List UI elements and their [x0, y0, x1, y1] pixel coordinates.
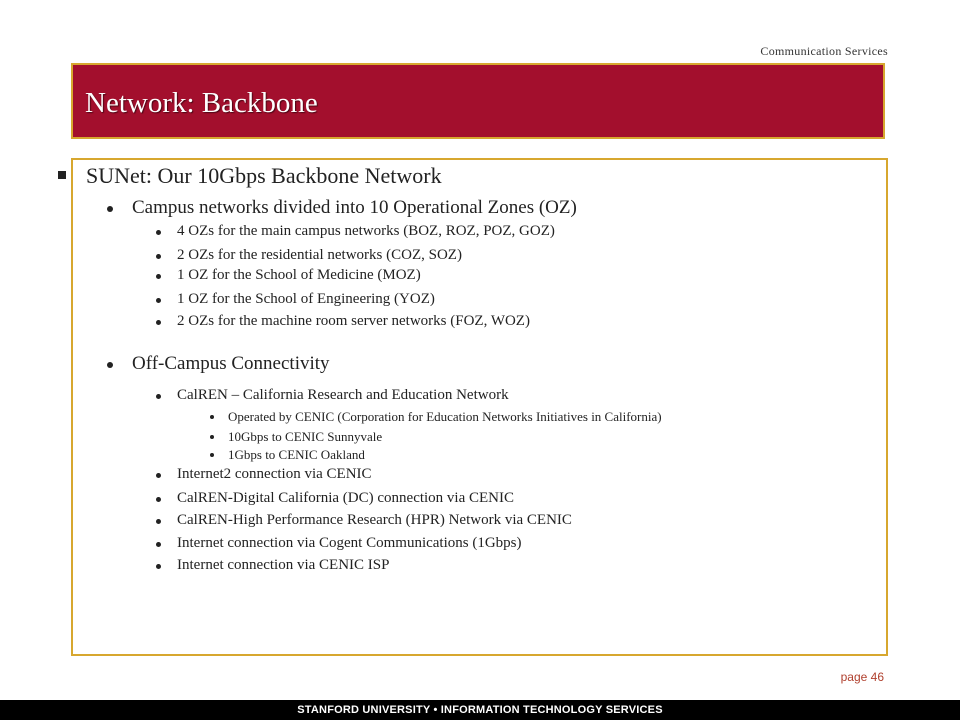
list-item: CalREN-High Performance Research (HPR) Network via CENIC — [177, 512, 572, 529]
square-bullet-icon — [58, 171, 66, 179]
bullet-icon — [156, 298, 161, 303]
list-item: Internet2 connection via CENIC — [177, 466, 372, 483]
sub-list-item: 1Gbps to CENIC Oakland — [228, 447, 365, 463]
bullet-icon — [156, 320, 161, 325]
list-item: Internet connection via Cogent Communications (1Gbps) — [177, 535, 522, 552]
content-box — [71, 158, 888, 656]
bullet-icon — [156, 230, 161, 235]
list-item: CalREN-Digital California (DC) connection via CENIC — [177, 490, 514, 507]
bullet-icon — [156, 564, 161, 569]
title-bar — [71, 63, 885, 139]
bullet-icon — [156, 542, 161, 547]
bullet-icon — [156, 473, 161, 478]
page-number: page 46 — [840, 670, 884, 684]
bullet-icon — [210, 435, 214, 439]
list-item: 2 OZs for the residential networks (COZ, SOZ) — [177, 247, 462, 264]
sub-list-item: 10Gbps to CENIC Sunnyvale — [228, 429, 382, 445]
sub-list-item: Operated by CENIC (Corporation for Education Networks Initiatives in California) — [228, 409, 662, 425]
bullet-icon — [156, 254, 161, 259]
main-bullet — [86, 163, 442, 189]
bullet-icon — [156, 497, 161, 502]
bullet-icon — [156, 519, 161, 524]
footer-banner: STANFORD UNIVERSITY • INFORMATION TECHNOLOGY SERVICES — [0, 700, 960, 720]
list-item: 1 OZ for the School of Engineering (YOZ) — [177, 291, 435, 308]
list-item: Internet connection via CENIC ISP — [177, 557, 389, 574]
main-bullet-text: SUNet: Our 10Gbps Backbone Network — [86, 163, 442, 188]
list-item: 2 OZs for the machine room server networks (FOZ, WOZ) — [177, 313, 530, 330]
slide-title: Network: Backbone — [85, 87, 318, 119]
offcampus-bullet — [132, 353, 330, 375]
list-item: CalREN – California Research and Education Network — [177, 387, 509, 404]
bullet-icon — [107, 206, 113, 212]
campus-bullet — [132, 197, 577, 219]
department-label: Communication Services — [760, 44, 888, 58]
bullet-icon — [107, 362, 113, 368]
offcampus-bullet-text: Off-Campus Connectivity — [132, 353, 330, 374]
bullet-icon — [210, 453, 214, 457]
bullet-icon — [156, 274, 161, 279]
list-item: 1 OZ for the School of Medicine (MOZ) — [177, 267, 421, 284]
bullet-icon — [210, 415, 214, 419]
list-item: 4 OZs for the main campus networks (BOZ, ROZ, POZ, GOZ) — [177, 223, 555, 240]
bullet-icon — [156, 394, 161, 399]
campus-bullet-text: Campus networks divided into 10 Operational Zones (OZ) — [132, 197, 577, 218]
